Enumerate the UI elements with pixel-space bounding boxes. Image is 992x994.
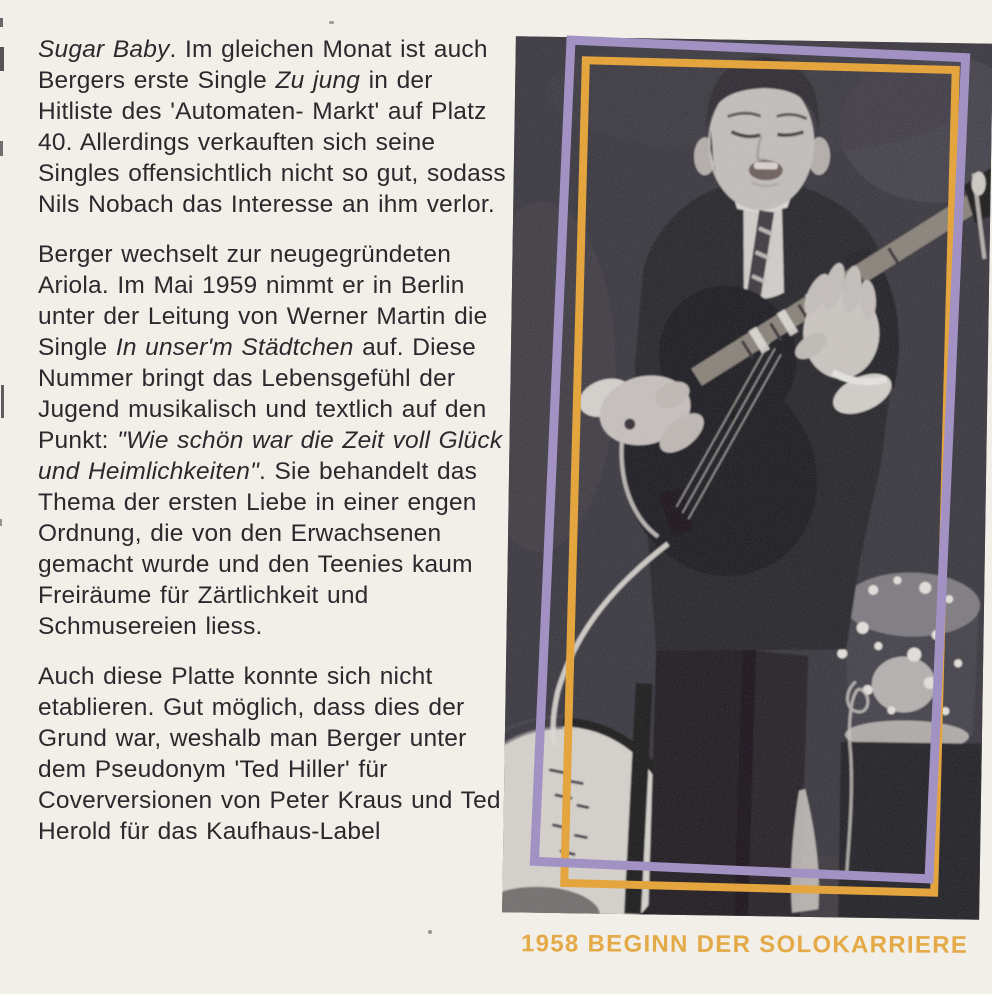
stage-photo-illustration bbox=[502, 36, 992, 919]
scan-speck bbox=[428, 930, 432, 934]
article-text-column bbox=[38, 34, 512, 866]
scan-edge-artifact bbox=[1, 385, 4, 418]
paragraph: Sugar Baby. Im gleichen Monat ist auch Bergers erste Single Zu jung in der Hitliste des 'Automaten- Markt' auf Platz 40. Allerdings verkauften sich seine Singles offensichtlich nicht so gut, sodass Nils Nobach das Interesse an ihm verlor. bbox=[38, 36, 506, 218]
photo-caption: 1958 BEGINN DER SOLOKARRIERE bbox=[520, 930, 969, 959]
stage-photo bbox=[502, 36, 992, 919]
scan-speck bbox=[329, 21, 334, 24]
scan-edge-artifact bbox=[0, 141, 3, 156]
paragraph: Berger wechselt zur neugegründeten Ariola. Im Mai 1959 nimmt er in Berlin unter der Leitung von Werner Martin die Single In unser'm Städtchen auf. Diese Nummer bringt das Lebensgefühl der Jugend musikalisch und textlich auf den Punkt: "Wie schön war die Zeit voll Glück und Heimlichkeiten". Sie behandelt das Thema der ersten Liebe in einer engen Ordnung, die von den Erwachsenen gemacht wurde und den Teenies kaum Freiräume für Zärtlichkeit und Schmusereien liess. bbox=[38, 241, 503, 640]
scan-edge-artifact bbox=[0, 519, 2, 526]
film-grain-overlay bbox=[502, 36, 992, 919]
scan-edge-artifact bbox=[0, 18, 3, 27]
scan-edge-artifact bbox=[0, 47, 4, 71]
paragraph: Auch diese Platte konnte sich nicht etablieren. Gut möglich, dass dies der Grund war, weshalb man Berger unter dem Pseudonym 'Ted Hiller' für Coverversionen von Peter Kraus und Ted Herold für das Kaufhaus-Label bbox=[38, 663, 501, 845]
